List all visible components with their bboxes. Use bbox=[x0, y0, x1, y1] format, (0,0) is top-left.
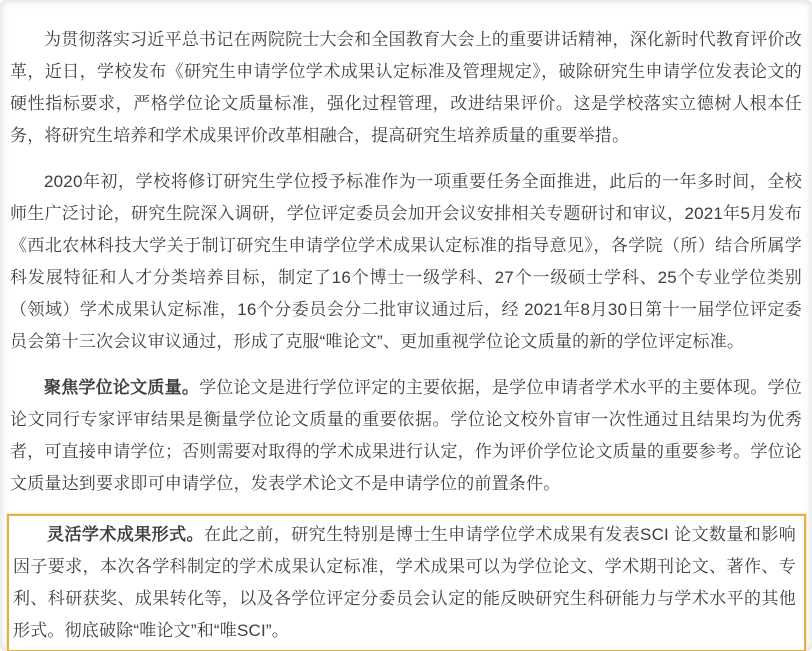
paragraph-text: 在此之前，研究生特别是博士生申请学位学术成果有发表SCI 论文数量和影响因子要求，本次各学科制定的学术成果认定标准，学术成果可以为学位论文、学术期刊论文、著作、专利、科研获奖、成果转化等，以及各学位评定分委员会认定的能反映研究生科研能力与学术水平的其他形式。彻底破除“唯论文”和“唯SCI”。 bbox=[13, 525, 796, 640]
highlight-box bbox=[7, 514, 806, 651]
paragraph-text: 为贯彻落实习近平总书记在两院院士大会和全国教育大会上的重要讲话精神，深化新时代教育评价改革，近日，学校发布《研究生申请学位学术成果认定标准及管理规定》，破除研究生申请学位发表论文的硬性指标要求，严格学位论文质量标准，强化过程管理，改进结果评价。这是学校落实立德树人根本任务，将研究生培养和学术成果评价改革相融合，提高研究生培养质量的重要举措。 bbox=[10, 30, 802, 145]
paragraph-lead-bold: 聚焦学位论文质量。 bbox=[44, 378, 200, 397]
paragraph-text: 2020年初，学校将修订研究生学位授予标准作为一项重要任务全面推进，此后的一年多时间，全校师生广泛讨论，研究生院深入调研，学位评定委员会加开会议安排相关专题研讨和审议，2021年5月发布《西北农林科技大学关于制订研究生申请学位学术成果认定标准的指导意见》，各学院（所）结合所属学科发展特征和人才分类培养目标，制定了16个博士一级学科、27个一级硕士学科、25个专业学位类别（领域）学术成果认定标准，16个分委员会分二批审议通过后，经 2021年8月30日第十一届学位评定委员会第十三次会议审议通过，形成了克服“唯论文”、更加重视学位论文质量的新的学位评定标准。 bbox=[10, 172, 802, 351]
paragraph-intro bbox=[10, 24, 802, 152]
paragraph-thesis-quality bbox=[10, 372, 802, 500]
paragraph-flexible-achievements bbox=[13, 519, 796, 647]
paragraph-text: 学位论文是进行学位评定的主要依据，是学位申请者学术水平的主要体现。学位论文同行专家评审结果是衡量学位论文质量的重要依据。学位论文校外盲审一次性通过且结果均为优秀者，可直接申请学位；否则需要对取得的学术成果进行认定，作为评价学位论文质量的重要参考。学位论文质量达到要求即可申请学位，发表学术论文不是申请学位的前置条件。 bbox=[10, 378, 802, 493]
paragraph-lead-bold: 灵活学术成果形式。 bbox=[47, 525, 204, 544]
paragraph-process bbox=[10, 166, 802, 358]
